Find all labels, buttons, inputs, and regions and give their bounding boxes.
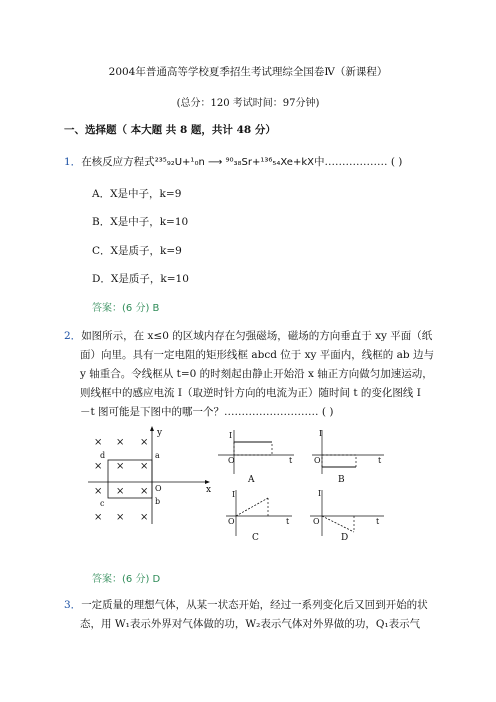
option-d: D．X是质子，k=10 — [92, 273, 189, 285]
graph-c-label: C — [252, 533, 259, 543]
graph-d-curve — [322, 516, 354, 532]
answer-value: (6 分) D — [122, 574, 161, 585]
question-1-stem — [64, 154, 402, 169]
stem-suffix: 中……………… ( ) — [313, 156, 403, 168]
graph-d-label: D — [341, 533, 349, 543]
graph-d-origin: O — [313, 517, 320, 526]
answer-value: (6 分) B — [122, 303, 160, 314]
question-2-line-4: 则线框中的感应电流 I（取逆时针方向的电流为正）随时间 t 的变化图线 I — [80, 387, 421, 399]
x-axis-arrow — [205, 480, 210, 484]
y-axis-arrow — [150, 426, 154, 431]
question-3-line-2: 态，用 W₁表示外界对气体做的功，W₂表示气体对外界做的功，Q₁表示气 — [80, 618, 421, 630]
corner-b: b — [155, 497, 161, 506]
graph-c-t-label: t — [286, 517, 290, 526]
graph-a-label: A — [248, 475, 255, 485]
question-2-line-2: 面）向里。具有一定电阻的矩形线框 abcd 位于 xy 平面内，线框的 ab 边与 — [80, 349, 434, 361]
field-cross: × — [140, 486, 149, 497]
graph-b-label: B — [338, 475, 345, 485]
field-cross: × — [116, 461, 125, 472]
stem-line: 一定质量的理想气体，从某一状态开始，经过一系列变化后又回到开始的状 — [81, 599, 428, 611]
question-2-line-3: y 轴重合。令线框从 t=0 的时刻起由静止开始沿 x 轴正方向做匀加速运动， — [80, 368, 433, 380]
question-number: 1． — [64, 156, 82, 168]
paper-title: 2004年普通高等学校夏季招生考试理综全国卷Ⅳ（新课程） — [108, 66, 388, 78]
graph-c-origin: O — [228, 517, 235, 526]
field-cross: × — [94, 461, 103, 472]
field-cross: × — [94, 437, 103, 448]
stem-line: 如图所示，在 x≤0 的区域内存在匀强磁场，磁场的方向垂直于 xy 平面（纸 — [81, 330, 433, 342]
graph-a-origin: O — [228, 456, 235, 465]
graph-a-t-label: t — [289, 456, 293, 465]
option-b: B．X是中子，k=10 — [92, 216, 189, 228]
question-2-line-5: －t 图可能是下图中的哪一个？……………………… ( ) — [80, 406, 334, 418]
paper-subtitle: (总分：120 考试时间：97分钟) — [176, 98, 320, 109]
graph-d-t-label: t — [376, 517, 380, 526]
field-cross: × — [116, 437, 125, 448]
field-cross: × — [94, 512, 103, 523]
graph-b-i-label: I — [319, 429, 323, 438]
graph-b — [312, 429, 384, 485]
corner-c: c — [100, 499, 105, 508]
graph-a-i-label: I — [229, 431, 233, 440]
answer-label: 答案： — [92, 574, 122, 585]
graph-b-t-label: t — [378, 456, 382, 465]
graph-d — [310, 489, 384, 543]
field-cross: × — [116, 512, 125, 523]
question-3-line-1 — [64, 597, 428, 612]
answer-2 — [92, 570, 160, 585]
graph-a — [218, 430, 294, 485]
graph-a-curve — [234, 442, 272, 455]
question-2-line-1 — [64, 328, 432, 343]
question-2-figure — [86, 424, 396, 550]
graph-b-origin: O — [314, 456, 321, 465]
question-number: 3． — [64, 599, 82, 611]
magnetic-field-diagram — [88, 426, 211, 524]
field-cross: × — [94, 486, 103, 497]
stem-prefix: 在核反应方程式 — [81, 156, 155, 168]
field-cross: × — [140, 512, 149, 523]
y-axis-label: y — [157, 428, 163, 438]
graph-c-curve — [236, 498, 268, 516]
graph-b-curve — [322, 455, 356, 467]
graph-d-i-label: I — [318, 489, 322, 498]
field-cross: × — [116, 486, 125, 497]
option-a: A．X是中子，k=9 — [92, 188, 182, 200]
answer-1 — [92, 299, 159, 314]
answer-label: 答案： — [92, 303, 122, 314]
corner-d: d — [100, 451, 106, 460]
nuclear-formula: ²³⁵₉₂U+¹₀n ⟶ ⁹⁰₃₈Sr+¹³⁶₅₄Xe+kX — [154, 157, 314, 168]
option-c: C．X是质子，k=9 — [92, 245, 182, 257]
question-number: 2． — [64, 330, 82, 342]
origin-label: O — [155, 484, 162, 493]
field-cross: × — [140, 437, 149, 448]
field-cross: × — [140, 461, 149, 472]
graph-c-i-label: I — [232, 490, 236, 499]
graph-c — [226, 490, 292, 543]
x-axis-label: x — [206, 485, 212, 495]
section-heading: 一、选择题（ 本大题 共 8 题，共计 48 分） — [64, 124, 276, 136]
corner-a: a — [155, 451, 160, 460]
